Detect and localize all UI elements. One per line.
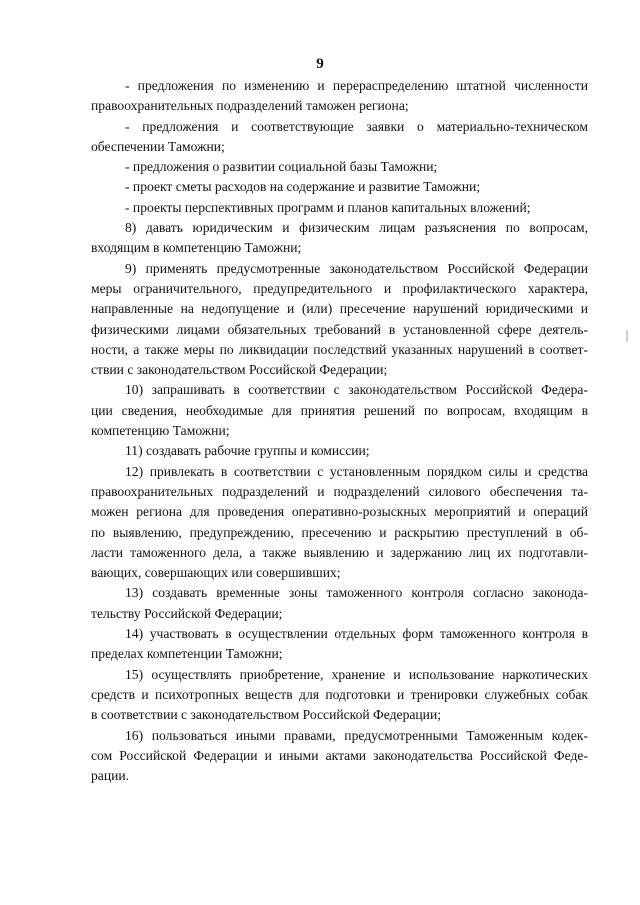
text-line: 16) пользоваться иными правами, предусмотренными Таможенным кодек- xyxy=(125,727,588,743)
text-line: 14) участвовать в осуществлении отдельных форм таможенного контроля в xyxy=(125,626,588,642)
text-line: - предложения и соответствующие заявки о материально-техническом xyxy=(125,118,588,134)
text-line: правоохранительных подразделений таможен региона; xyxy=(91,98,409,114)
paragraph-dash-2 xyxy=(91,117,588,158)
scan-edge-mark xyxy=(626,330,628,342)
text-line: 10) запрашивать в соответствии с законодательством Российской Федера- xyxy=(125,382,588,398)
text-line: 12) привлекать в соответствии с установленным порядком силы и средства xyxy=(125,463,588,479)
text-line: входящим в компетенцию Таможни; xyxy=(91,240,302,256)
text-line: обеспечении Таможни; xyxy=(91,138,225,154)
text-line: тельству Российской Федерации; xyxy=(91,605,283,621)
text-line: правоохранительных подразделений и подразделений силового обеспечения та- xyxy=(91,483,588,499)
text-line: - предложения о развитии социальной базы Таможни; xyxy=(125,159,438,175)
text-line: можен региона для проведения оперативно-розыскных мероприятий и операций xyxy=(91,504,588,520)
paragraph-item-11 xyxy=(91,441,588,461)
text-line: рации. xyxy=(91,768,130,784)
text-line: пределах компетенции Таможни; xyxy=(91,646,283,662)
text-line: меры ограничительного, предупредительного и профилактического характера, xyxy=(91,280,588,296)
text-line: 9) применять предусмотренные законодательством Российской Федерации xyxy=(125,260,588,276)
paragraph-item-16 xyxy=(91,726,588,787)
text-line: ствии с законодательством Российской Федерации; xyxy=(91,362,388,378)
text-line: - проекты перспективных программ и планов капитальных вложений; xyxy=(125,199,531,215)
paragraph-dash-1 xyxy=(91,76,588,117)
paragraph-dash-5 xyxy=(91,198,588,218)
text-line: 8) давать юридическим и физическим лицам разъяснения по вопросам, xyxy=(125,220,588,236)
document-body xyxy=(91,76,588,786)
paragraph-item-9 xyxy=(91,259,588,381)
text-line: 11) создавать рабочие группы и комиссии; xyxy=(125,443,370,459)
paragraph-item-12 xyxy=(91,462,588,584)
text-line: - проект сметы расходов на содержание и развитие Таможни; xyxy=(125,179,481,195)
text-line: - предложения по изменению и перераспределению штатной численности xyxy=(125,78,588,93)
text-line: ции сведения, необходимые для принятия решений по вопросам, входящим в xyxy=(91,402,588,418)
paragraph-item-14 xyxy=(91,624,588,665)
paragraph-item-13 xyxy=(91,583,588,624)
text-line: 15) осуществлять приобретение, хранение и использование наркотических xyxy=(125,666,588,682)
text-line: компетенцию Таможни; xyxy=(91,423,230,439)
text-line: ности, а также меры по ликвидации последствий указанных нарушений в соответ- xyxy=(91,341,588,357)
text-line: 13) создавать временные зоны таможенного контроля согласно законода- xyxy=(125,585,588,601)
paragraph-dash-3 xyxy=(91,157,588,177)
paragraph-item-15 xyxy=(91,665,588,726)
text-line: сом Российской Федерации и иными актами законодательства Российской Феде- xyxy=(91,747,588,763)
page-number: 9 xyxy=(316,56,324,72)
text-line: направленные на недопущение и (или) пресечение нарушений юридическими и xyxy=(91,301,588,317)
text-line: средств и психотропных веществ для подготовки и тренировки служебных собак xyxy=(91,686,588,702)
text-line: ласти таможенного дела, а также выявлению и задержанию лиц их подготавли- xyxy=(91,544,588,560)
paragraph-dash-4 xyxy=(91,177,588,197)
text-line: вающих, совершающих или совершивших; xyxy=(91,565,341,581)
paragraph-item-8 xyxy=(91,218,588,259)
text-line: по выявлению, предупреждению, пресечению и раскрытию преступлений в об- xyxy=(91,524,588,540)
paragraph-item-10 xyxy=(91,380,588,441)
text-line: физическими лицами обязательных требований в установленной сфере деятель- xyxy=(91,321,588,337)
text-line: в соответствии с законодательством Российской Федерации; xyxy=(91,707,442,723)
